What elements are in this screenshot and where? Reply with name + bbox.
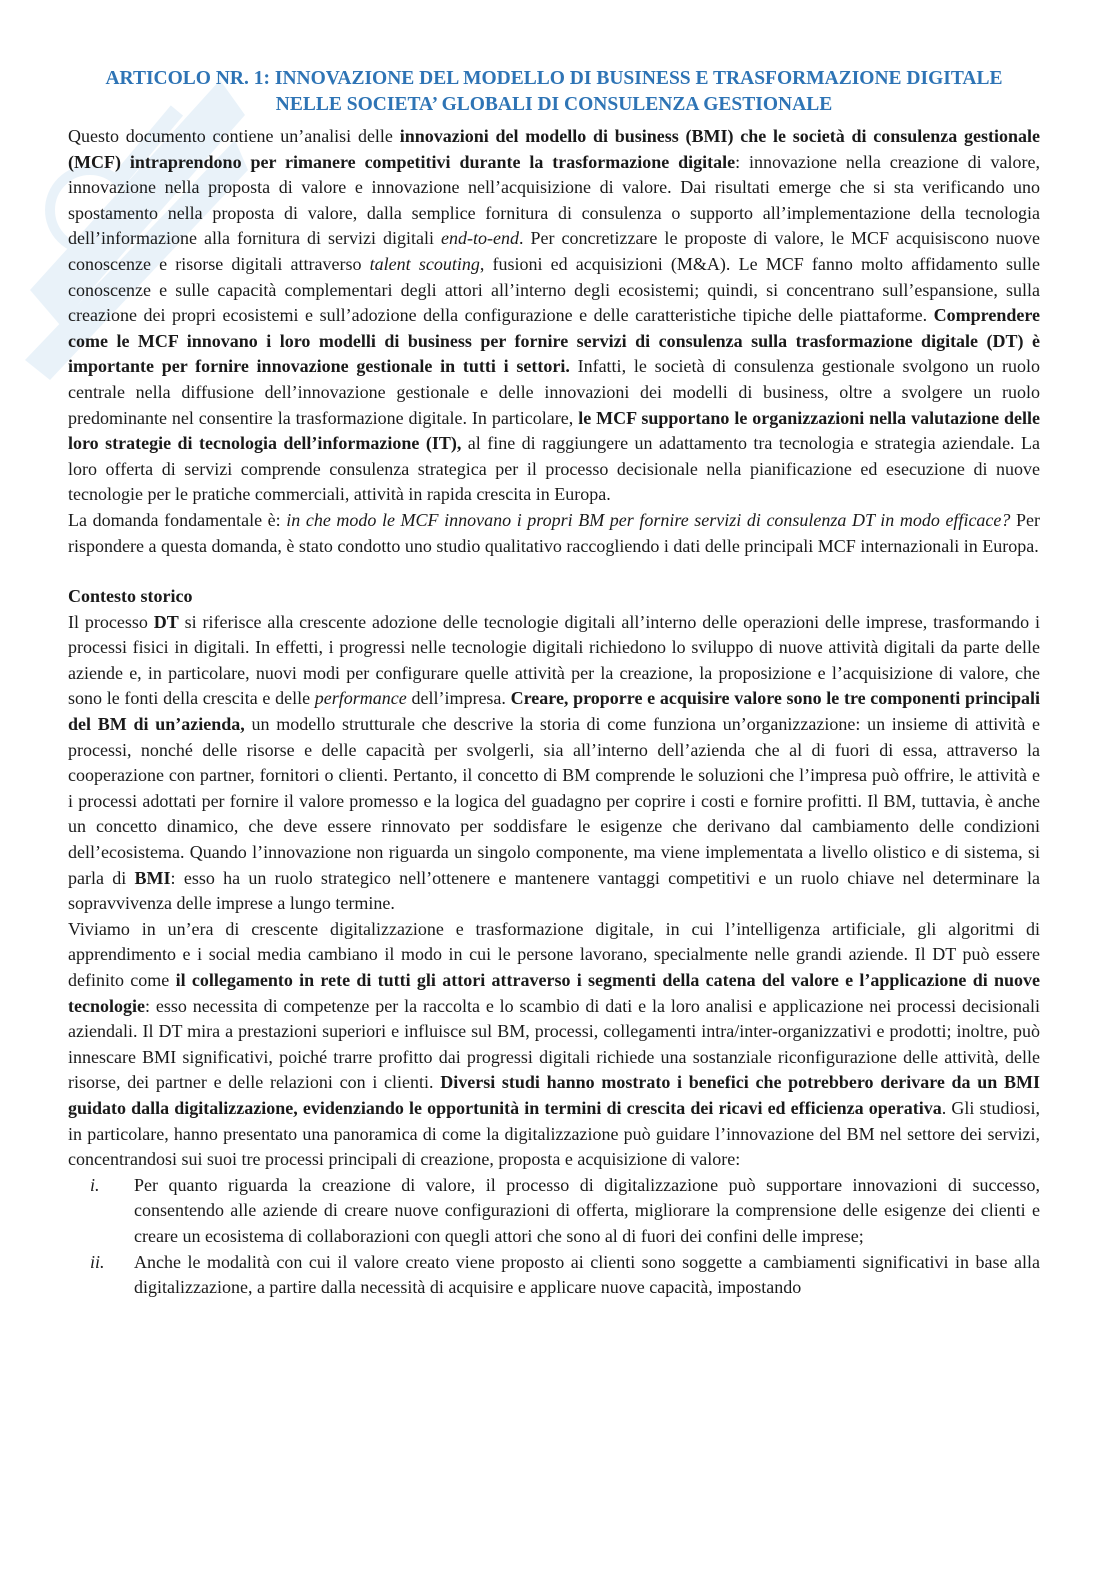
research-question-paragraph: La domanda fondamentale è: in che modo le MCF innovano i propri BM per fornire servizi di consulenza DT in modo efficace? Per rispondere a questa domanda, è stato condotto uno studio qualitativo raccogliendo i dati delle principali MCF internazionali in Europa. (68, 509, 1040, 556)
context-paragraph-2: Viviamo in un’era di crescente digitalizzazione e trasformazione digitale, in cui l’intelligenza artificiale, gli algoritmi di apprendimento e i social media cambiano il modo in cui le persone lavorano, specialmente nelle grandi aziende. Il DT può essere definito come il collegamento in rete di tutti gli attori attraverso i segmenti della catena del valore e l’applicazione di nuove tecnologie: esso necessita di competenze per la raccolta e lo scambio di dati e la loro analisi e applicazione nei processi decisionali aziendali. Il DT mira a prestazioni superiori e influisce sul BM, processi, collegamenti intra/inter-organizzativi e prodotti; inoltre, può innescare BMI significativi, poiché trarre profitto dai progressi digitali richiede una sostanziale riconfigurazione delle attività, delle risorse, dei partner e delle relazioni con i clienti. Diversi studi hanno mostrato i benefici che potrebbero derivare da un BMI guidato dalla digitalizzazione, evidenziando le opportunità in termini di crescita dei ricavi ed efficienza operativa. Gli studiosi, in particolare, hanno presentato una panoramica di come la digitalizzazione può guidare l’innovazione del BM nel settore dei servizi, concentrandosi sui suoi tre processi principali di creazione, proposta e acquisizione di valore: (68, 918, 1041, 1170)
document-page (68, 66, 1040, 1301)
title-line-2: NELLE SOCIETA’ GLOBALI DI CONSULENZA GESTIONALE (275, 94, 833, 115)
context-paragraph-1: Il processo DT si riferisce alla crescente adozione delle tecnologie digitali all’interno delle operazioni delle imprese, trasformando i processi fisici in digitali. In effetti, i progressi nelle tecnologie digitali richiedono lo sviluppo di nuove attività digitali da parte delle aziende e, in particolare, nuovi modi per configurare quelle attività per la creazione, la proposizione e l’acquisizione di valore, che sono le fonti della crescita e delle performance dell’impresa. Creare, proporre e acquisire valore sono le tre componenti principali del BM di un’azienda, un modello strutturale che descrive la storia di come funziona un’organizzazione: un insieme di attività e processi, nonché delle risorse e delle capacità per svolgerli, sia all’interno dell’azienda che al di fuori di essa, attraverso la cooperazione con partner, fornitori o clienti. Pertanto, il concetto di BM comprende le soluzioni che l’impresa può offrire, le attività e i processi adottati per fornire il valore promesso e la logica del guadagno per coprire i costi e fornire profitti. Il BM, tuttavia, è anche un concetto dinamico, che deve essere rinnovato per soddisfare le esigenze che derivano dal cambiamento delle condizioni dell’ecosistema. Quando l’innovazione non riguarda un singolo componente, ma viene implementata a livello olistico e di sistema, si parla di BMI: esso ha un ruolo strategico nell’ottenere e mantenere vantaggi competitivi e un ruolo chiave nel determinare la sopravvivenza delle imprese a lungo termine. (68, 611, 1040, 914)
list-item: ii. Anche le modalità con cui il valore creato viene proposto ai clienti sono soggette a cambiamenti significativi in base alla digitalizzazione, a partire dalla necessità di acquisire e applicare nuove capacità, impostando (90, 1251, 1040, 1298)
title-line-1: ARTICOLO NR. 1: INNOVAZIONE DEL MODELLO DI BUSINESS E TRASFORMAZIONE DIGITALE (105, 68, 1003, 89)
document-title (68, 66, 1040, 118)
roman-list (68, 1173, 1040, 1301)
list-item: i. Per quanto riguarda la creazione di valore, il processo di digitalizzazione può supportare innovazioni di successo, consentendo alle aziende di creare nuove configurazioni di offerta, migliorare la comprensione delle esigenze dei clienti e creare un ecosistema di collaborazioni con quegli attori che sono al di fuori dei confini delle imprese; (90, 1174, 1040, 1246)
intro-paragraph: Questo documento contiene un’analisi delle innovazioni del modello di business (BMI) che le società di consulenza gestionale (MCF) intraprendono per rimanere competitivi durante la trasformazione digitale: innovazione nella creazione di valore, innovazione nella proposta di valore e innovazione nell’acquisizione di valore. Dai risultati emerge che si sta verificando uno spostamento nella proposta di valore, dalla semplice fornitura di consulenza o supporto all’implementazione della tecnologia dell’informazione alla fornitura di servizi digitali end-to-end. Per concretizzare le proposte di valore, le MCF acquisiscono nuove conoscenze e risorse digitali attraverso talent scouting, fusioni ed acquisizioni (M&A). Le MCF fanno molto affidamento sulle conoscenze e sulle capacità complementari degli attori all’interno degli ecosistemi; quindi, si concentrano sull’espansione, sulla creazione dei propri ecosistemi e sull’adozione della configurazione e delle caratteristiche tipiche delle piattaforme. Comprendere come le MCF innovano i loro modelli di business per fornire servizi di consulenza sulla trasformazione digitale (DT) è importante per fornire innovazione gestionale in tutti i settori. Infatti, le società di consulenza gestionale svolgono un ruolo centrale nella diffusione dell’innovazione gestionale e delle innovazioni dei modelli di business, oltre a svolgere un ruolo predominante nel consentire la trasformazione digitale. In particolare, le MCF supportano le organizzazioni nella valutazione delle loro strategie di tecnologia dell’informazione (IT), al fine di raggiungere un adattamento tra tecnologia e strategia aziendale. La loro offerta di servizi comprende consulenza strategica per il processo decisionale nella pianificazione ed esecuzione di nuove tecnologie per le pratiche commerciali, attività in rapida crescita in Europa. (68, 126, 1041, 505)
section-heading: Contesto storico (68, 586, 193, 607)
